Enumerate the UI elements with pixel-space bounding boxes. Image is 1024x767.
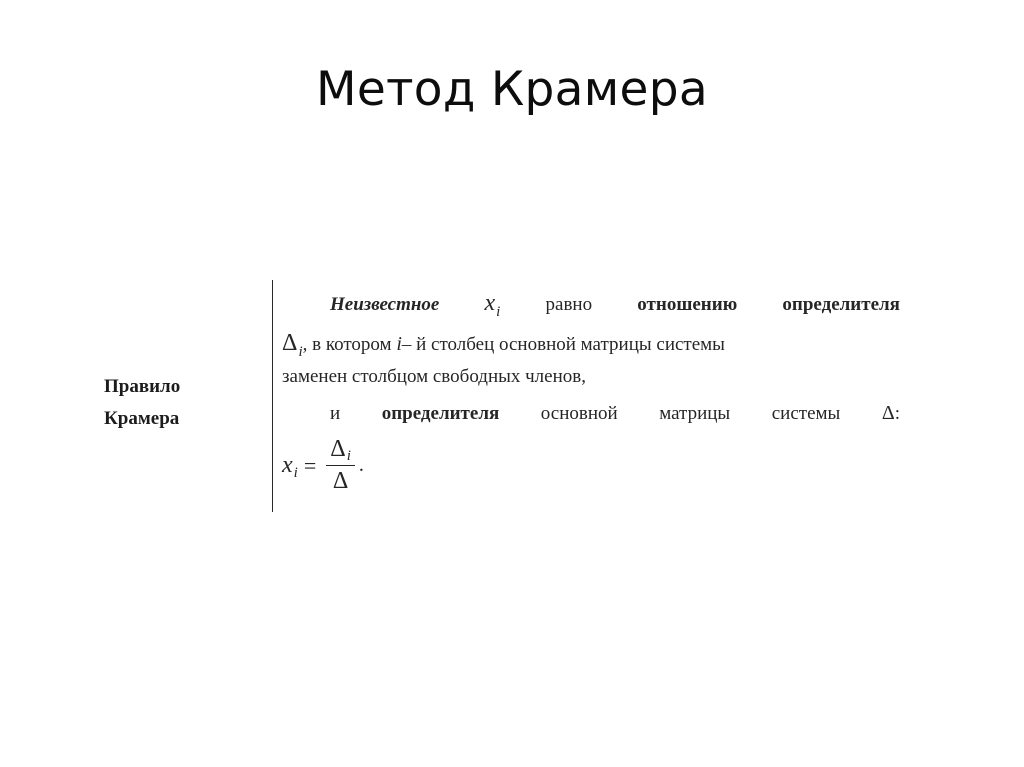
vertical-divider [272, 280, 273, 512]
var-xi: $x_i$ [484, 290, 501, 320]
rule-label-line1: Правило [104, 376, 181, 397]
slide-title: Метод Крамера [316, 62, 708, 117]
word-equals: равно [545, 294, 593, 315]
word-ratio: отношению [637, 294, 738, 315]
rule-label-line2: Крамера [104, 408, 180, 429]
text-line-4: и определителя основной матрицы системы Δ: [330, 402, 900, 424]
delta-main: Δ: [881, 402, 900, 424]
rule-label [104, 371, 180, 435]
formula-fraction: $\frac{\Delta_i}{\Delta}$ [326, 436, 355, 495]
word-determinant: определителя [782, 294, 900, 315]
delta-i: Δ [282, 330, 298, 356]
text-line-2: $\Delta_i$, в котором i– й столбец основной матрицы системы [282, 330, 725, 360]
text-line-1 [330, 290, 900, 320]
cramer-formula: x i = $\frac{\Delta_i}{\Delta}$ . [282, 436, 364, 494]
text-line-3: заменен столбцом свободных членов, [282, 366, 586, 387]
word-unknown: Неизвестное [330, 294, 440, 315]
content-block [96, 276, 916, 516]
